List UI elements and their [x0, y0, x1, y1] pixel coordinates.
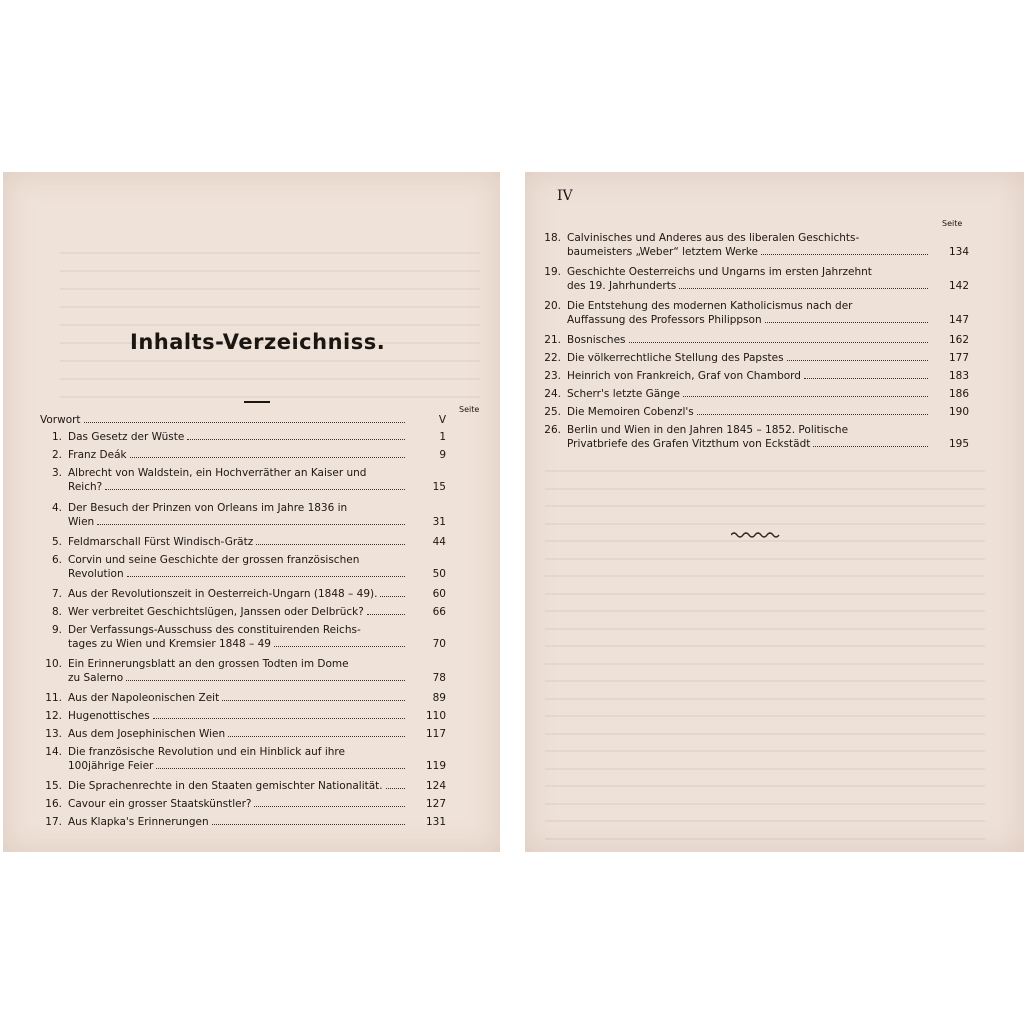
- toc-entry-number: 6.: [51, 554, 62, 566]
- toc-entry-title-line: baumeisters „Weber“ letztem Werke: [567, 245, 758, 258]
- toc-entry-page: 44: [432, 536, 446, 548]
- toc-entry-number: 2.: [51, 449, 62, 461]
- dot-leader: [683, 396, 928, 397]
- toc-entry-number: 5.: [51, 536, 62, 548]
- bleed-through-line: [545, 663, 985, 665]
- toc-entry-title: [68, 606, 408, 620]
- toc-entry-title-line: Calvinisches und Anderes aus des liberalen Geschichts-: [567, 232, 860, 244]
- dot-leader: [153, 718, 405, 719]
- bleed-through-line: [545, 523, 985, 525]
- toc-entry-title-line: Aus dem Josephinischen Wien: [68, 728, 226, 740]
- toc-entry-page: 177: [948, 352, 969, 364]
- toc-entry-number: 11.: [45, 692, 62, 704]
- toc-entry-title-line: Corvin und seine Geschichte der grossen französischen: [68, 554, 360, 566]
- title-rule: [244, 401, 270, 403]
- toc-entry-number: 7.: [51, 588, 62, 600]
- toc-entry-title-line: Scherr's letzte Gänge: [567, 388, 680, 400]
- toc-entry-title: [567, 232, 931, 259]
- bleed-through-line: [545, 820, 985, 822]
- bleed-through-line: [545, 698, 985, 700]
- toc-entry-title-line: Berlin und Wien in den Jahren 1845 – 1852. Politische: [567, 424, 849, 436]
- toc-entry-number: 17.: [45, 816, 62, 828]
- dot-leader: [367, 614, 405, 615]
- bleed-through-line: [545, 470, 985, 472]
- bleed-through-line: [60, 378, 480, 380]
- bleed-through-line: [545, 715, 985, 717]
- toc-entry-title-line: tages zu Wien und Kremsier 1848 – 49: [68, 637, 271, 650]
- toc-entry-title: [68, 780, 408, 794]
- bleed-through-line: [545, 838, 985, 840]
- bleed-through-line: [545, 593, 985, 595]
- toc-entry-page: 60: [432, 588, 446, 600]
- toc-entry-title-line: Der Verfassungs-Ausschuss des constituirenden Reichs-: [68, 624, 361, 636]
- dot-leader: [126, 680, 405, 681]
- bleed-through-line: [545, 645, 985, 647]
- toc-entry-title-line: 100jährige Feier: [68, 759, 154, 772]
- toc-entry-page: 190: [948, 406, 969, 418]
- toc-entry-title: [68, 431, 408, 445]
- seite-label-right: Seite: [942, 219, 963, 228]
- toc-entry-number: 26.: [544, 424, 561, 436]
- toc-entry-title-line: Wien: [68, 515, 95, 528]
- toc-entry-title-line: Feldmarschall Fürst Windisch-Grätz: [68, 536, 254, 548]
- toc-entry-title: [567, 406, 931, 420]
- dot-leader: [187, 439, 405, 440]
- toc-entry-page: 195: [948, 437, 969, 450]
- bleed-through-line: [60, 270, 480, 272]
- bleed-through-line: [545, 628, 985, 630]
- toc-entry-title-line: Die völkerrechtliche Stellung des Papstes: [567, 352, 784, 364]
- toc-entry-title: [68, 624, 408, 651]
- bleed-through-line: [545, 558, 985, 560]
- bleed-through-line: [545, 803, 985, 805]
- toc-entry-number: 16.: [45, 798, 62, 810]
- bleed-through-line: [545, 540, 985, 542]
- toc-entry-title-line: Hugenottisches: [68, 710, 150, 722]
- seite-label-left: Seite: [459, 405, 480, 414]
- toc-entry-title: [68, 710, 408, 724]
- toc-entry-title: [567, 300, 931, 327]
- dot-leader: [804, 378, 928, 379]
- toc-entry-title: [68, 588, 408, 602]
- bleed-through-line: [60, 396, 480, 398]
- toc-entry-number: 22.: [544, 352, 561, 364]
- toc-entry-page: 134: [948, 245, 969, 258]
- toc-entry-title: [68, 536, 408, 550]
- toc-entry-title-line: zu Salerno: [68, 671, 124, 684]
- toc-entry-title-line: Geschichte Oesterreichs und Ungarns im ersten Jahrzehnt: [567, 266, 872, 278]
- toc-entry-title-line: Die Memoiren Cobenzl's: [567, 406, 694, 418]
- toc-entry-title-line: Die Sprachenrechte in den Staaten gemischter Nationalität.: [68, 780, 383, 792]
- dot-leader: [629, 342, 929, 343]
- toc-entry-number: 14.: [45, 746, 62, 758]
- toc-entry-page: 131: [425, 816, 446, 828]
- toc-entry-title-line: Die Entstehung des modernen Katholicismus nach der: [567, 300, 853, 312]
- toc-entry-page: 127: [425, 798, 446, 810]
- toc-entry-title: [68, 658, 408, 685]
- dot-leader: [813, 446, 928, 447]
- toc-entry-title-line: Der Besuch der Prinzen von Orleans im Jahre 1836 in: [68, 502, 348, 514]
- dot-leader: [765, 322, 928, 323]
- toc-entry-title: [567, 370, 931, 384]
- dot-leader: [156, 768, 405, 769]
- bleed-through-line: [545, 768, 985, 770]
- toc-entry-number: 25.: [544, 406, 561, 418]
- toc-entry-title-line: Wer verbreitet Geschichtslügen, Janssen oder Delbrück?: [68, 606, 364, 618]
- toc-entry-page: 9: [439, 449, 446, 461]
- toc-entry-title: [567, 352, 931, 366]
- toc-entry-title-line: Albrecht von Waldstein, ein Hochverräther an Kaiser und: [68, 467, 367, 479]
- toc-entry-page: 66: [432, 606, 446, 618]
- toc-entry-page: 142: [948, 279, 969, 292]
- bleed-through-line: [545, 750, 985, 752]
- bleed-through-line: [545, 733, 985, 735]
- toc-entry-number: 23.: [544, 370, 561, 382]
- toc-entry-page: 183: [948, 370, 969, 382]
- toc-entry-title: [68, 816, 408, 830]
- dot-leader: [222, 700, 405, 701]
- toc-entry-number: 10.: [45, 658, 62, 670]
- toc-entry-title: [68, 449, 408, 463]
- bleed-through-line: [60, 360, 480, 362]
- toc-entry-page: 162: [948, 334, 969, 346]
- toc-entry-title-line: Reich?: [68, 480, 103, 493]
- bleed-through-line: [545, 680, 985, 682]
- toc-entry-title: [68, 728, 408, 742]
- toc-entry-page: 31: [432, 515, 446, 528]
- toc-entry-number: 18.: [544, 232, 561, 244]
- toc-entry-title-line: Franz Deák: [68, 449, 127, 461]
- dot-leader: [228, 736, 405, 737]
- toc-entry-page: 147: [948, 313, 969, 326]
- toc-entry-page: 1: [439, 431, 446, 443]
- toc-entry-title-line: Auffassung des Professors Philippson: [567, 313, 762, 326]
- toc-entry-number: 15.: [45, 780, 62, 792]
- bleed-through-line: [60, 306, 480, 308]
- toc-entry-number: 3.: [51, 467, 62, 479]
- dot-leader: [274, 646, 405, 647]
- toc-entry-number: 21.: [544, 334, 561, 346]
- toc-entry-page: 70: [432, 637, 446, 650]
- toc-entry-title: [68, 502, 408, 529]
- dot-leader: [254, 806, 405, 807]
- toc-entry-title: [567, 424, 931, 451]
- toc-entry-page: 124: [425, 780, 446, 792]
- toc-entry-title-line: Die französische Revolution und ein Hinblick auf ihre: [68, 746, 345, 758]
- toc-entry-page: 110: [425, 710, 446, 722]
- dot-leader: [130, 457, 405, 458]
- toc-entry-title: [68, 554, 408, 581]
- toc-entry-title-line: Heinrich von Frankreich, Graf von Chambord: [567, 370, 801, 382]
- toc-entry-title-line: Privatbriefe des Grafen Vitzthum von Eckstädt: [567, 437, 811, 450]
- toc-entry-number: 9.: [51, 624, 62, 636]
- toc-entry-title-line: Bosnisches: [567, 334, 626, 346]
- toc-entry-title: [567, 334, 931, 348]
- toc-entry-title: [68, 798, 408, 812]
- toc-entry-title-line: Aus der Revolutionszeit in Oesterreich-Ungarn (1848 – 49).: [68, 588, 378, 600]
- page-number: IV: [557, 188, 573, 204]
- toc-entry-title: [567, 266, 931, 293]
- page-title: Inhalts-Verzeichniss.: [130, 330, 386, 354]
- toc-entry-title-line: Cavour ein grosser Staatskünstler?: [68, 798, 252, 810]
- dot-leader: [105, 489, 405, 490]
- toc-entry-number: 8.: [51, 606, 62, 618]
- toc-entry-title: [68, 692, 408, 706]
- toc-entry-title: [68, 746, 408, 773]
- dot-leader: [380, 596, 405, 597]
- toc-entry-page: 117: [425, 728, 446, 740]
- toc-entry-number: 12.: [45, 710, 62, 722]
- toc-entry-number: 19.: [544, 266, 561, 278]
- divider-ornament: [731, 530, 781, 540]
- bleed-through-line: [60, 288, 480, 290]
- toc-entry-page: 15: [432, 480, 446, 493]
- toc-entry-number: 20.: [544, 300, 561, 312]
- dot-leader: [787, 360, 928, 361]
- toc-entry-page: 78: [432, 671, 446, 684]
- toc-entry-number: 1.: [51, 431, 62, 443]
- dot-leader: [697, 414, 928, 415]
- toc-entry-title-line: des 19. Jahrhunderts: [567, 279, 677, 292]
- dot-leader: [386, 788, 405, 789]
- bleed-through-line: [60, 252, 480, 254]
- toc-entry-title-line: Aus der Napoleonischen Zeit: [68, 692, 220, 704]
- toc-entry-title-line: Revolution: [68, 567, 124, 580]
- dot-leader: [97, 524, 405, 525]
- bleed-through-line: [545, 610, 985, 612]
- bleed-through-line: [545, 785, 985, 787]
- dot-leader: [256, 544, 405, 545]
- toc-entry-title: [68, 467, 408, 494]
- toc-entry-title-line: Aus Klapka's Erinnerungen: [68, 816, 209, 828]
- dot-leader: [212, 824, 405, 825]
- bleed-through-line: [60, 324, 480, 326]
- toc-entry-page: V: [438, 414, 446, 426]
- toc-entry-title: [40, 414, 408, 428]
- dot-leader: [84, 422, 405, 423]
- toc-entry-page: 50: [432, 567, 446, 580]
- dot-leader: [761, 254, 928, 255]
- toc-entry-title-line: Das Gesetz der Wüste: [68, 431, 185, 443]
- bleed-through-line: [545, 575, 985, 577]
- toc-entry-page: 89: [432, 692, 446, 704]
- bleed-through-line: [545, 505, 985, 507]
- toc-entry-title-line: Vorwort: [40, 414, 81, 426]
- dot-leader: [127, 576, 405, 577]
- dot-leader: [679, 288, 928, 289]
- toc-entry-number: 4.: [51, 502, 62, 514]
- toc-entry-title: [567, 388, 931, 402]
- toc-entry-page: 186: [948, 388, 969, 400]
- toc-entry-title-line: Ein Erinnerungsblatt an den grossen Todten im Dome: [68, 658, 349, 670]
- toc-entry-number: 13.: [45, 728, 62, 740]
- toc-entry-number: 24.: [544, 388, 561, 400]
- toc-entry-page: 119: [425, 759, 446, 772]
- bleed-through-line: [545, 488, 985, 490]
